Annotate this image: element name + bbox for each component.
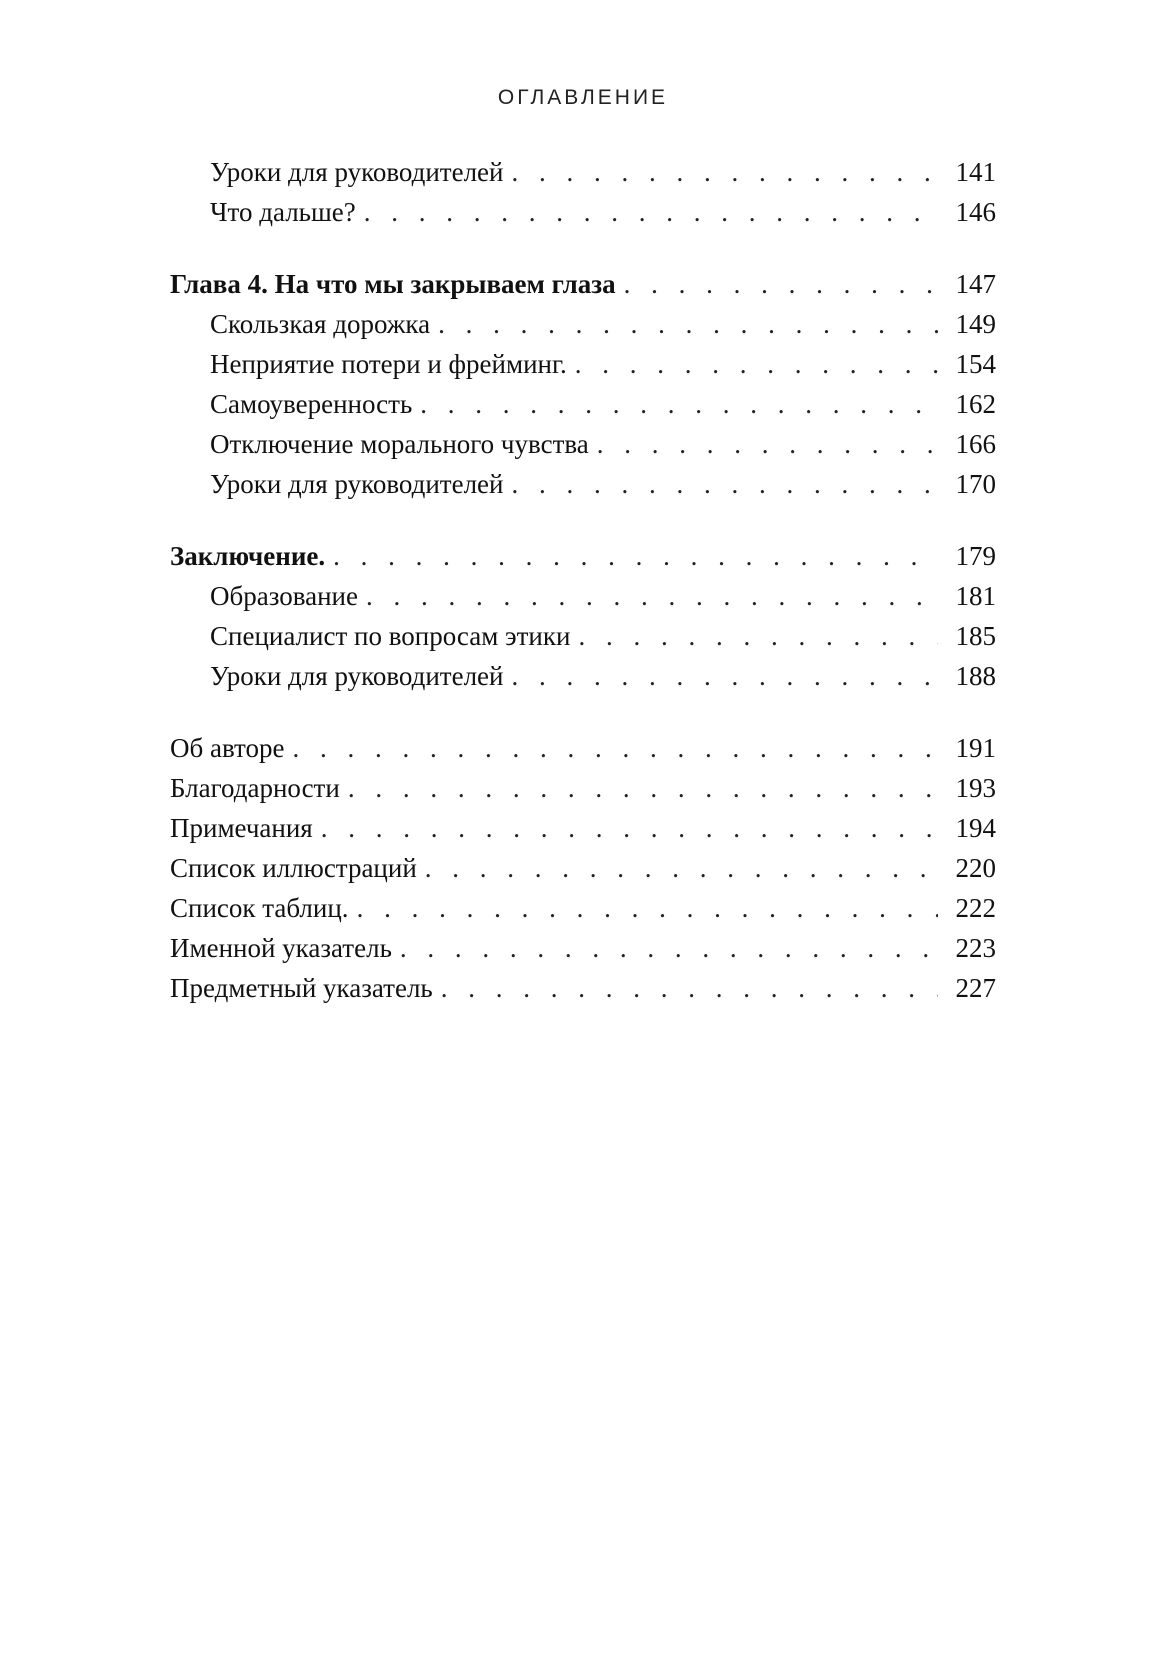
toc-entry[interactable] xyxy=(170,808,996,848)
dot-leader xyxy=(597,424,938,464)
toc-entry-title: Уроки для руководителей xyxy=(210,661,504,691)
dot-leader xyxy=(333,536,938,576)
toc-entry-title: Неприятие потери и фрейминг. xyxy=(210,349,567,379)
dot-leader xyxy=(512,656,939,696)
toc-entry[interactable] xyxy=(170,152,996,192)
toc-chapter-entry[interactable] xyxy=(170,536,996,576)
toc-entry-page: 222 xyxy=(955,893,996,923)
dot-leader xyxy=(575,344,938,384)
toc-entry-title: Скользкая дорожка xyxy=(210,309,431,339)
toc-entry[interactable] xyxy=(170,384,996,424)
toc-entry[interactable] xyxy=(170,888,996,928)
toc-entry-page: 149 xyxy=(955,309,996,339)
toc-entry-title: Образование xyxy=(210,581,358,611)
toc-entry-page: 166 xyxy=(955,429,996,459)
toc-chapter-title: Заключение. xyxy=(170,541,326,571)
toc-entry[interactable] xyxy=(170,344,996,384)
toc-entry-page: 141 xyxy=(955,157,996,187)
toc-entry-page: 193 xyxy=(955,773,996,803)
toc-chapter-entry[interactable] xyxy=(170,264,996,304)
dot-leader xyxy=(292,728,938,768)
toc-entry-page: 154 xyxy=(955,349,996,379)
section-gap xyxy=(170,232,996,264)
dot-leader xyxy=(624,264,938,304)
toc-entry[interactable] xyxy=(170,848,996,888)
toc-chapter-title: Глава 4. На что мы закрываем глаза xyxy=(170,269,616,299)
toc-entry[interactable] xyxy=(170,728,996,768)
toc-entry-page: 146 xyxy=(955,197,996,227)
toc-entry-page: 220 xyxy=(955,853,996,883)
table-of-contents xyxy=(170,152,996,1008)
dot-leader xyxy=(366,576,938,616)
toc-entry-title: Предметный указатель xyxy=(170,973,433,1003)
dot-leader xyxy=(420,384,938,424)
dot-leader xyxy=(321,808,938,848)
toc-entry-title: Список иллюстраций xyxy=(170,853,417,883)
toc-entry-page: 179 xyxy=(955,541,996,571)
toc-entry[interactable] xyxy=(170,968,996,1008)
toc-entry-page: 188 xyxy=(955,661,996,691)
toc-entry[interactable] xyxy=(170,768,996,808)
toc-entry-title: Уроки для руководителей xyxy=(210,157,504,187)
dot-leader xyxy=(441,968,938,1008)
dot-leader xyxy=(357,888,938,928)
toc-entry[interactable] xyxy=(170,928,996,968)
toc-entry-title: Именной указатель xyxy=(170,933,392,963)
toc-entry-title: Самоуверенность xyxy=(210,389,413,419)
toc-entry-page: 185 xyxy=(955,621,996,651)
toc-entry[interactable] xyxy=(170,576,996,616)
toc-entry[interactable] xyxy=(170,424,996,464)
dot-leader xyxy=(438,304,938,344)
dot-leader xyxy=(578,616,938,656)
toc-entry-page: 191 xyxy=(955,733,996,763)
dot-leader xyxy=(400,928,938,968)
toc-entry-title: Специалист по вопросам этики xyxy=(210,621,571,651)
running-title: ОГЛАВЛЕНИЕ xyxy=(497,86,669,109)
toc-entry-page: 223 xyxy=(955,933,996,963)
toc-entry-title: Об авторе xyxy=(170,733,285,763)
toc-entry-page: 162 xyxy=(955,389,996,419)
toc-entry-page: 194 xyxy=(955,813,996,843)
toc-entry-title: Благодарности xyxy=(170,773,340,803)
dot-leader xyxy=(364,192,938,232)
toc-entry-title: Что дальше? xyxy=(210,197,356,227)
dot-leader xyxy=(425,848,938,888)
toc-entry-page: 147 xyxy=(955,269,996,299)
toc-entry[interactable] xyxy=(170,464,996,504)
toc-entry-page: 170 xyxy=(955,469,996,499)
toc-entry-title: Примечания xyxy=(170,813,313,843)
toc-entry[interactable] xyxy=(170,192,996,232)
toc-entry[interactable] xyxy=(170,304,996,344)
toc-entry[interactable] xyxy=(170,656,996,696)
toc-entry-title: Отключение морального чувства xyxy=(210,429,589,459)
toc-entry-title: Уроки для руководителей xyxy=(210,469,504,499)
toc-entry-page: 227 xyxy=(955,973,996,1003)
dot-leader xyxy=(348,768,938,808)
section-gap xyxy=(170,696,996,728)
toc-entry-title: Список таблиц. xyxy=(170,893,349,923)
toc-entry[interactable] xyxy=(170,616,996,656)
toc-entry-page: 181 xyxy=(955,581,996,611)
dot-leader xyxy=(512,152,939,192)
section-gap xyxy=(170,504,996,536)
dot-leader xyxy=(512,464,939,504)
